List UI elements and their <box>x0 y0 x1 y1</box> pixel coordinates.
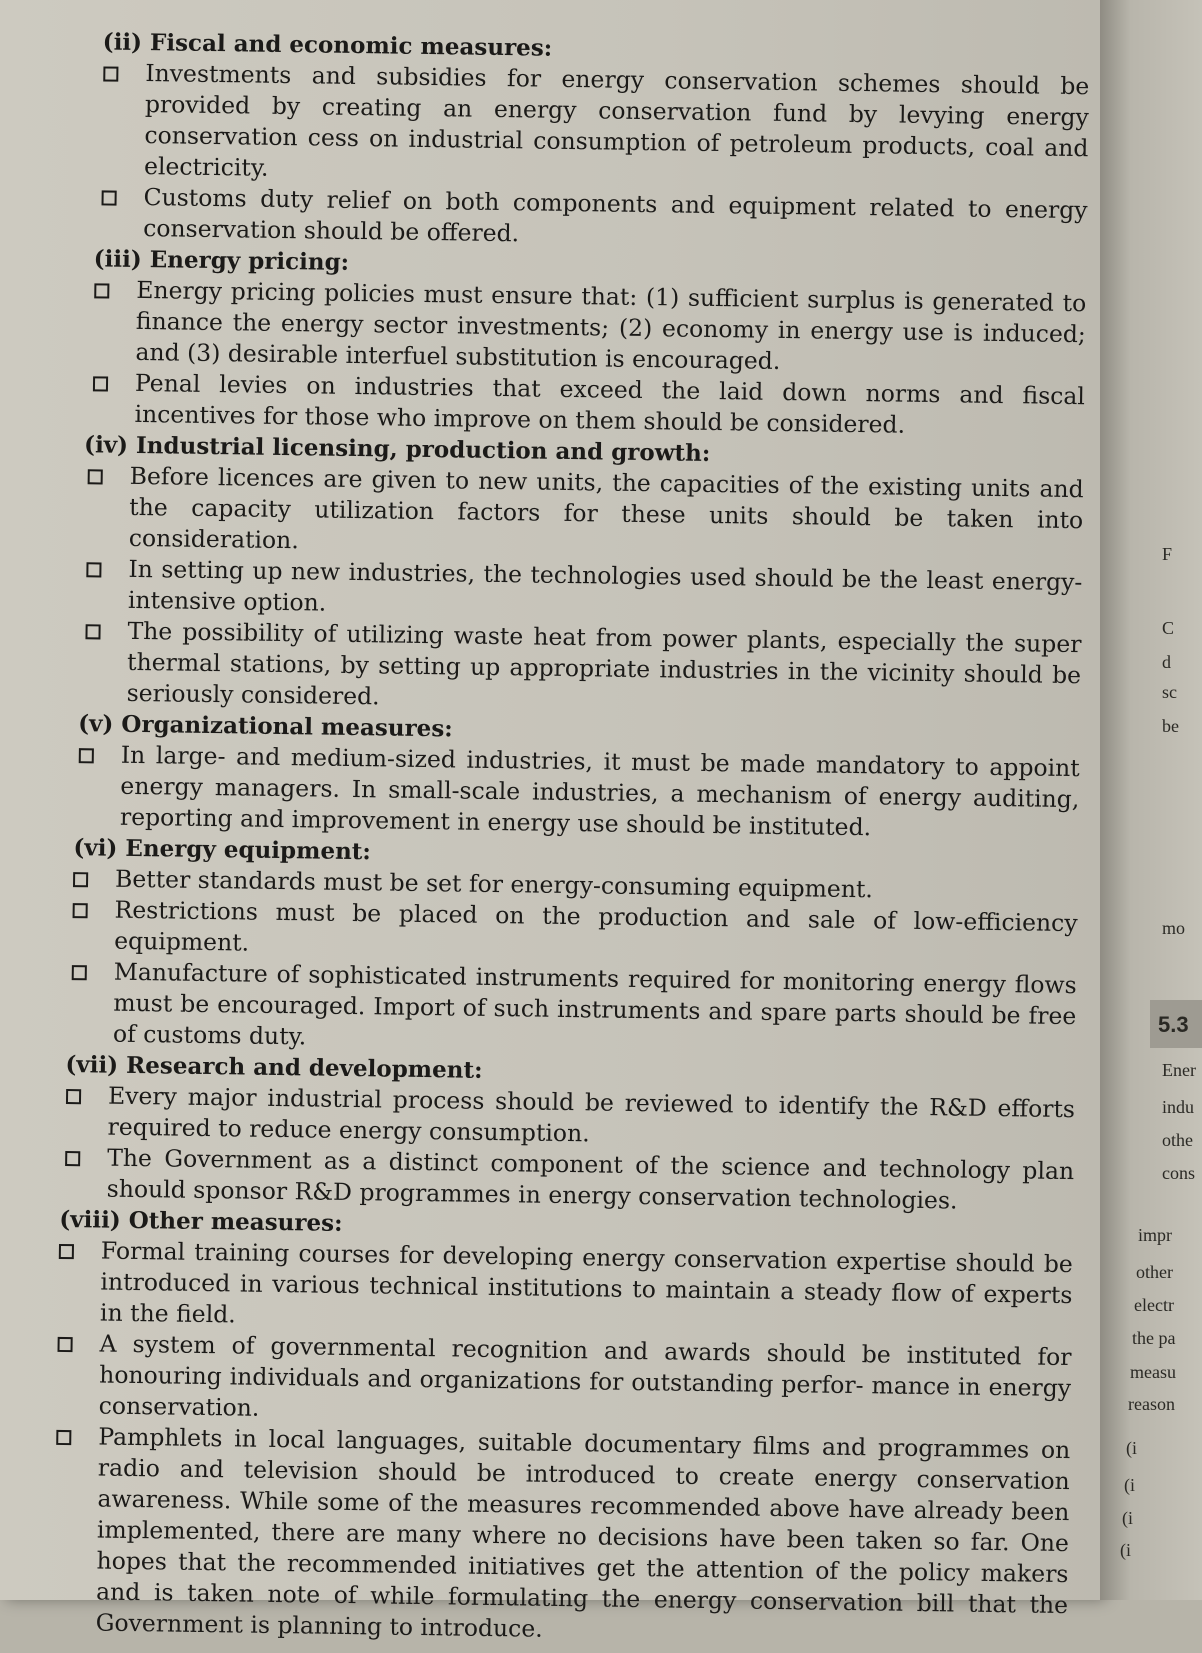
bullet-item <box>134 368 1085 443</box>
section-list <box>0 26 1090 1652</box>
adjacent-page-text: (i <box>1126 1438 1137 1458</box>
checkbox-bullet-icon <box>73 872 88 887</box>
adjacent-page-text: other <box>1136 1262 1173 1282</box>
section <box>0 243 1087 443</box>
section-heading: (viii) Other measures: <box>59 1205 343 1237</box>
bullet-item <box>129 461 1084 567</box>
bullet-text: Every major industrial process should be reviewed to identify the R&D efforts required to reduce energy consumption. <box>107 1081 1076 1148</box>
checkbox-bullet-icon <box>103 66 118 81</box>
checkbox-bullet-icon <box>73 903 88 918</box>
bullet-item <box>99 1329 1072 1436</box>
page-content <box>0 26 1090 1653</box>
bullet-text: Restrictions must be placed on the production and sale of low-efficiency equipment. <box>114 895 1078 957</box>
bullet-text: Energy pricing policies must ensure that: (1) sufficient surplus is generated to finance the energy sector investments; (2) economy in energy use is induced; and (3) desirable interfuel substitution is encouraged. <box>135 275 1087 375</box>
adjacent-page-text: C <box>1162 618 1175 638</box>
adjacent-section-number: 5.3 <box>1150 1000 1202 1048</box>
adjacent-page-text: Ener <box>1162 1060 1196 1080</box>
checkbox-bullet-icon <box>65 1151 80 1166</box>
section <box>0 1049 1076 1218</box>
checkbox-bullet-icon <box>57 1337 72 1352</box>
checkbox-bullet-icon <box>86 562 101 577</box>
checkbox-bullet-icon <box>59 1244 74 1259</box>
adjacent-page-text: sc <box>1162 682 1177 702</box>
bullet-item <box>144 58 1090 195</box>
section <box>0 1204 1073 1652</box>
bullet-item <box>126 616 1081 722</box>
bullet-text: A system of governmental recognition and awards should be instituted for honouring individuals and organizations for outstanding perfor- mance in energy conservation. <box>98 1329 1072 1422</box>
bullet-text: Before licences are given to new units, the capacities of the existing units and the capacity utilization factors for these units should be taken into consideration. <box>128 461 1084 555</box>
checkbox-bullet-icon <box>94 283 109 298</box>
checkbox-bullet-icon <box>102 190 117 205</box>
bullet-item <box>120 740 1080 846</box>
bullet-text: Better standards must be set for energy-consuming equipment. <box>114 864 874 904</box>
adjacent-page-edge <box>1120 0 1202 1600</box>
section-heading: (iv) Industrial licensing, production and growth: <box>83 431 711 467</box>
adjacent-page-text: (i <box>1120 1540 1131 1560</box>
adjacent-page-text: impr <box>1138 1225 1172 1245</box>
adjacent-page-text: (i <box>1124 1475 1135 1495</box>
adjacent-page-text: reason <box>1128 1394 1175 1414</box>
bullet-item <box>113 957 1077 1063</box>
section <box>0 26 1090 257</box>
checkbox-bullet-icon <box>79 748 94 763</box>
bullet-text: In setting up new industries, the technologies used should be the least energy-intensive option. <box>127 554 1083 617</box>
checkbox-bullet-icon <box>66 1089 81 1104</box>
bullet-text: The Government as a distinct component of the science and technology plan should sponsor R&D programmes in energy conservation technologies. <box>106 1143 1075 1215</box>
section-heading: (vii) Research and development: <box>65 1051 483 1084</box>
adjacent-page-text: indu <box>1162 1097 1195 1117</box>
bullet-text: Customs duty relief on both components and equipment related to energy conservation should be offered. <box>142 183 1088 248</box>
adjacent-page-text: othe <box>1162 1130 1193 1150</box>
bullet-text: Investments and subsidies for energy conservation schemes should be provided by creating an energy conservation fund by levying energy conservation cess on industrial consumption of petroleum products, coal and electricity. <box>143 59 1090 182</box>
adjacent-page-text: (i <box>1122 1508 1133 1528</box>
bullet-text: Manufacture of sophisticated instruments required for monitoring energy flows must be encouraged. Import of such instruments and spare parts should be free of customs duty. <box>112 957 1077 1051</box>
checkbox-bullet-icon <box>93 376 108 391</box>
bullet-item <box>95 1422 1070 1653</box>
bullet-text: Formal training courses for developing energy conservation expertise should be introduced in various technical institutions to maintain a steady flow of experts in the field. <box>99 1236 1074 1329</box>
checkbox-bullet-icon <box>88 469 103 484</box>
adjacent-page-text: the pa <box>1132 1328 1176 1348</box>
bullet-item <box>135 275 1086 381</box>
section <box>0 832 1079 1063</box>
section <box>0 708 1080 846</box>
section-heading: (v) Organizational measures: <box>78 710 453 743</box>
adjacent-page-text: mo <box>1162 918 1186 938</box>
adjacent-page-text: cons <box>1162 1163 1195 1183</box>
section-heading: (vi) Energy equipment: <box>73 834 372 866</box>
checkbox-bullet-icon <box>56 1430 71 1445</box>
checkbox-bullet-icon <box>85 624 100 639</box>
bullet-text: Penal levies on industries that exceed the laid down norms and fiscal incentives for those who improve on them should be considered. <box>134 368 1086 439</box>
bullet-text: Pamphlets in local languages, suitable documentary films and programmes on radio and television should be introduced to create energy conservation awareness. While some of the measures recommended above have already been implemented, there are many where no decisions have been taken so far. One hopes that the recommended initiatives get the attention of the policy makers and is taken note of while formulating the energy conservation bill that the Government is planning to introduce. <box>95 1422 1071 1643</box>
bullet-text: In large- and medium-sized industries, it must be made mandatory to appoint energy managers. In small-scale industries, a mechanism of energy auditing, reporting and improvement in energy use should be instituted. <box>119 740 1080 842</box>
bullet-item <box>100 1236 1073 1343</box>
section <box>0 429 1084 722</box>
section-heading: (iii) Energy pricing: <box>93 245 350 276</box>
checkbox-bullet-icon <box>72 965 87 980</box>
adjacent-page-text: d <box>1162 652 1171 672</box>
section-heading: (ii) Fiscal and economic measures: <box>102 28 553 62</box>
adjacent-page-text: electr <box>1134 1295 1174 1315</box>
adjacent-page-text: be <box>1162 716 1179 736</box>
adjacent-page-text: measu <box>1130 1362 1176 1382</box>
bullet-item <box>143 182 1088 257</box>
bullet-text: The possibility of utilizing waste heat from power plants, especially the super thermal stations, by setting up appropriate industries in the vicinity should be seriously considered. <box>126 616 1082 711</box>
adjacent-page-text: F <box>1162 544 1173 564</box>
